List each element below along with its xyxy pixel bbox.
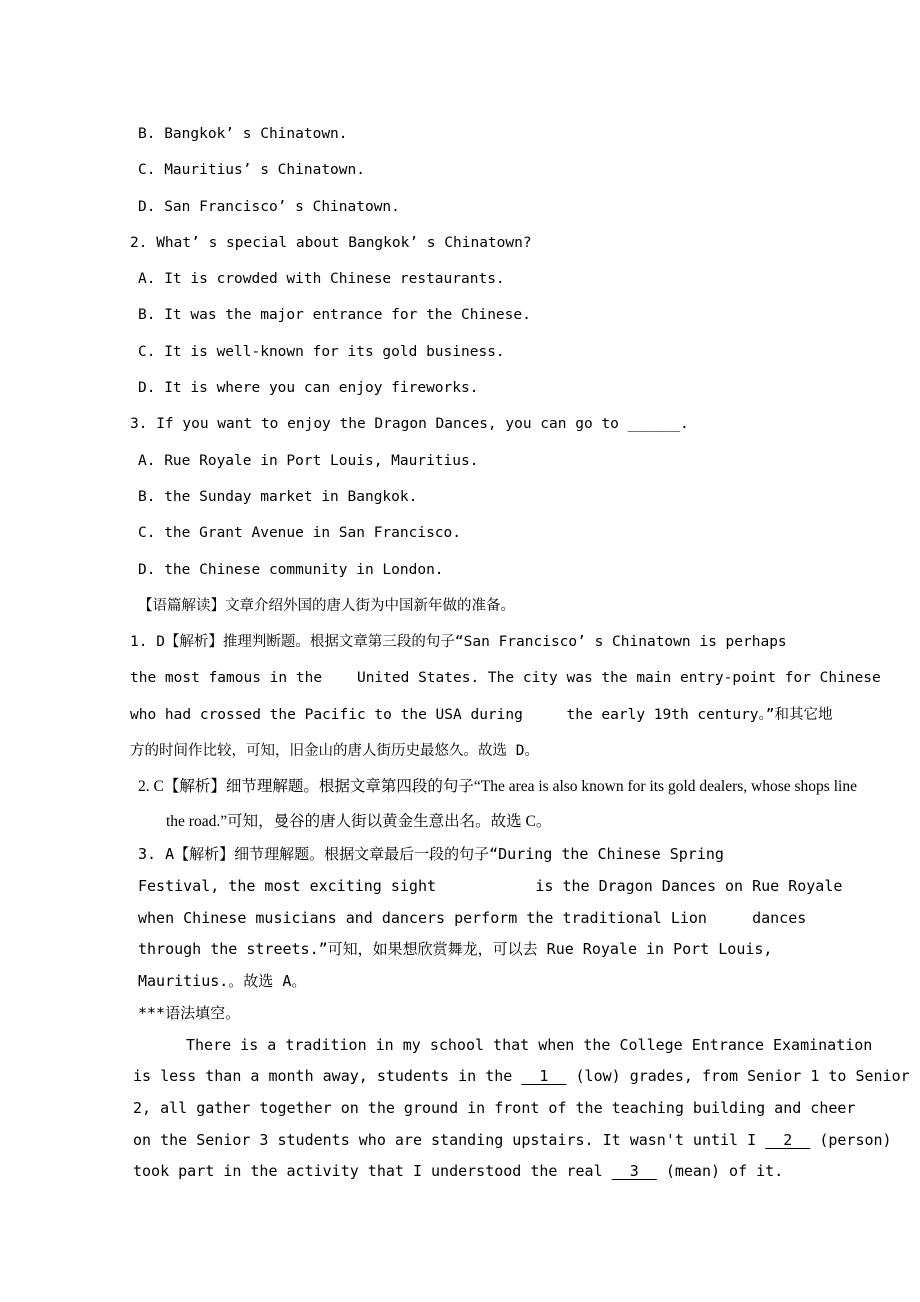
text-segment: D. San Francisco’ s Chinatown. (138, 198, 400, 215)
text-segment: B. Bangkok’ s Chinatown. (138, 126, 348, 142)
text-segment: C. Mauritius’ s Chinatown. (138, 162, 365, 179)
text-segment: A. Rue Royale in Port Louis, Mauritius. (138, 452, 479, 469)
analysis-line (138, 871, 880, 903)
analysis-line (130, 660, 880, 696)
analysis-line (138, 839, 880, 871)
analysis-line (130, 733, 880, 769)
passage-line (133, 1061, 910, 1093)
analysis-line (130, 624, 880, 660)
text-segment: (mean) of it. (656, 1162, 784, 1181)
option-line (138, 116, 880, 152)
text-segment: 【语篇解读】文章介绍外国的唐人街为中国新年做的准备。 (138, 597, 515, 614)
analysis-line (138, 934, 880, 966)
text-segment: D. the Chinese community in London. (138, 561, 444, 578)
option-line (138, 152, 880, 188)
passage-line (133, 1156, 880, 1188)
analysis-line (130, 697, 880, 733)
analysis-line (166, 804, 880, 839)
text-segment: Festival, the most exciting sight is the Dragon Dances on Rue Royale (138, 877, 843, 896)
blank-underline: 2 (765, 1130, 811, 1149)
text-segment: Mauritius.。故选 A。 (138, 972, 307, 991)
text-segment: on the Senior 3 students who are standing upstairs. It wasn't until I (133, 1130, 766, 1149)
analysis-line (138, 903, 880, 935)
option-line (138, 479, 880, 515)
analysis-line (138, 966, 880, 998)
text-segment: C. the Grant Avenue in San Francisco. (138, 525, 462, 542)
text-segment: 1. D【解析】推理判断题。根据文章第三段的句子“San Francisco’ s Chinatown is perhaps (130, 634, 787, 651)
option-line (138, 261, 880, 297)
option-line (138, 443, 880, 479)
text-segment: is less than a month away, students in the (133, 1067, 522, 1086)
text-segment: when Chinese musicians and dancers perform the traditional Lion dances (138, 908, 807, 927)
text-segment: C. It is well-known for its gold business. (138, 343, 505, 360)
option-line (138, 552, 880, 588)
section-header-line (138, 998, 880, 1030)
option-line (138, 370, 880, 406)
text-segment: ***语法填空。 (138, 1003, 241, 1022)
question-line (130, 225, 880, 261)
text-segment: 2. C【解析】细节理解题。根据文章第四段的句子“The area is also known for its gold dealers, whose shops line (138, 778, 857, 796)
text-segment: D. It is where you can enjoy fireworks. (138, 380, 479, 397)
text-segment: the most famous in the United States. The city was the main entry-point for Chinese (130, 670, 881, 687)
text-segment: who had crossed the Pacific to the USA during the early 19th century。”和其它地 (130, 706, 833, 723)
passage-note-line (138, 588, 880, 624)
option-line (138, 189, 880, 225)
text-segment: 方的时间作比较，可知，旧金山的唐人街历史最悠久。故选 D。 (130, 743, 539, 760)
text-segment: the road.”可知，曼谷的唐人街以黄金生意出名。故选 C。 (166, 813, 552, 831)
passage-line (133, 1093, 880, 1125)
text-segment: (low) grades, from Senior 1 to Senior (566, 1067, 910, 1086)
text-segment: through the streets.”可知，如果想欣赏舞龙，可以去 Rue Royale in Port Louis, (138, 940, 773, 959)
document-body (130, 116, 910, 1188)
question-line (130, 406, 880, 442)
text-segment: (person) (810, 1130, 892, 1149)
option-line (138, 515, 880, 551)
text-segment: 3. A【解析】细节理解题。根据文章最后一段的句子“During the Chinese Spring (138, 845, 724, 864)
text-segment: B. It was the major entrance for the Chinese. (138, 307, 531, 324)
option-line (138, 334, 880, 370)
text-segment: 3. If you want to enjoy the Dragon Dances, you can go to ______. (130, 416, 689, 433)
passage-line (133, 1125, 892, 1157)
text-segment: B. the Sunday market in Bangkok. (138, 488, 418, 505)
analysis-line (138, 769, 880, 804)
text-segment: A. It is crowded with Chinese restaurants. (138, 271, 505, 288)
text-segment: 2. What’ s special about Bangkok’ s Chinatown? (130, 234, 532, 251)
blank-underline: 3 (611, 1162, 657, 1181)
option-line (138, 297, 880, 333)
passage-line (186, 1030, 880, 1062)
text-segment: 2, all gather together on the ground in front of the teaching building and cheer (133, 1098, 856, 1117)
text-segment: There is a tradition in my school that when the College Entrance Examination (186, 1035, 873, 1054)
text-segment: took part in the activity that I understood the real (133, 1162, 612, 1181)
blank-underline: 1 (521, 1067, 567, 1086)
